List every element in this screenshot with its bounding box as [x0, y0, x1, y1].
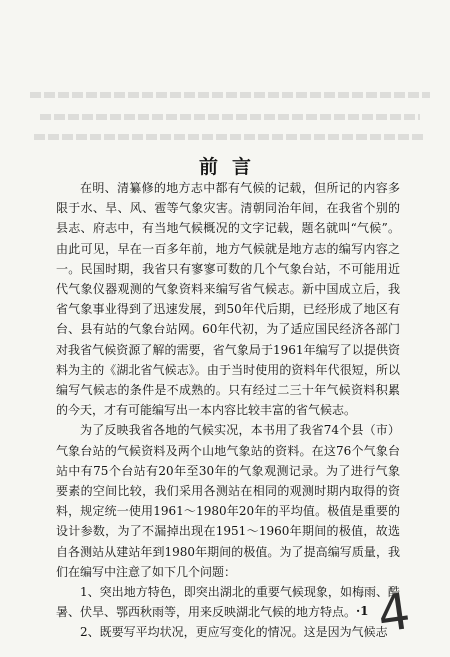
paragraph: 2、既要写平均状况，更应写变化的情况。这是因为气候志	[80, 625, 388, 640]
paragraph: 1、突出地方特色，即突出湖北的重要气候现象，如梅雨、酷暑、伏旱、鄂西秋雨等，用来反映湖北气候的地方特点。	[56, 585, 400, 620]
bleed-through-line	[30, 92, 430, 98]
page-number: ·1	[356, 604, 369, 618]
handwritten-mark: 4	[374, 582, 414, 644]
paragraph: 在明、清纂修的地方志中都有气候的记载，但所记的内容多限于水、旱、风、雹等气象灾害。清朝同治年间，在我省个别的县志、府志中，有当地气候概况的文字记载，题名就叫“气候”。由此可见，早在一百多年前，地方气候就是地方志的编写内容之一。民国时期，我省只有寥寥可数的几个气象台站，不可能用近代气象仪器观测的气象资料来编写省气候志。新中国成立后，我省气象事业得到了迅速发展，到50年代后期，已经形成了地区有台、县有站的气象台站网。60年代初，为了适应国民经济各部门对我省气候资源了解的需要，省气象局于1961年编写了以提供资料为主的《湖北省气候志》。由于当时使用的资料年代很短，所以编写气候志的条件是不成熟的。只有经过二三十年气候资料积累的今天，才有可能编写出一本内容比较丰富的省气候志。	[56, 181, 400, 418]
bleed-through-line	[34, 134, 424, 140]
paragraph: 为了反映我省各地的气候实况，本书用了我省74个县（市）气象台站的气候资料及两个山地气象站的资料。在这76个气象台站中有75个台站有20年至30年的气象观测记录。为了进行气象要素的空间比较，我们采用各测站在相同的观测时期内取得的资料，规定统一使用1961～1980年20年的平均值。极值是重要的设计参数，为了不漏掉出现在1951～1960年期间的极值，故选自各测站从建站年到1980年期间的极值。为了提高编写质量，我们在编写中注意了如下几个问题：	[56, 423, 400, 579]
body-text	[56, 178, 400, 643]
bleed-through-line	[40, 114, 420, 120]
page-title: 前言	[198, 156, 265, 178]
